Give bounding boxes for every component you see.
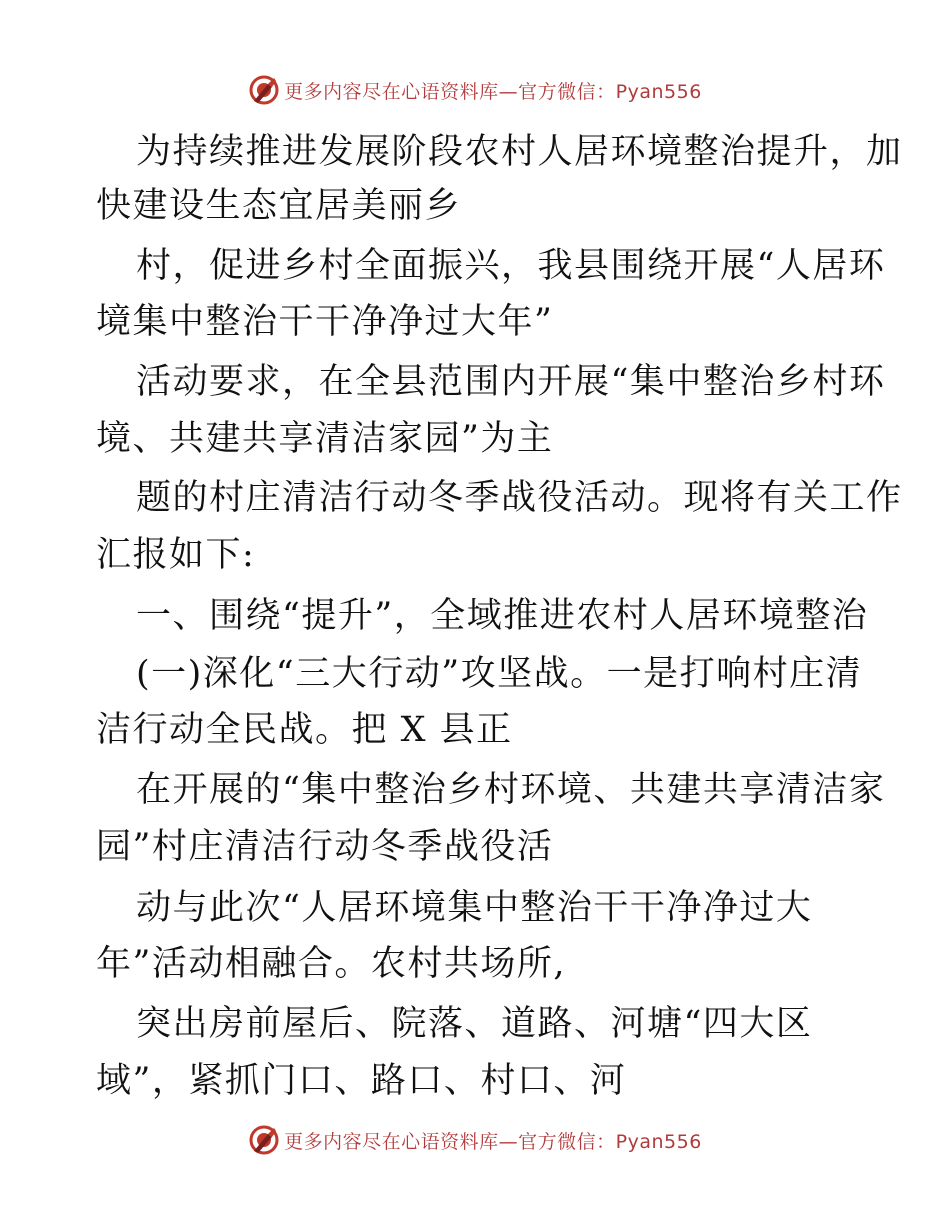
pen-logo-icon (248, 74, 280, 106)
paragraph-line: 在开展的“集中整治乡村环境、共建共享清洁家 (136, 770, 886, 810)
footer-watermark-text: 更多内容尽在心语资料库—官方微信：Pyan556 (284, 1130, 702, 1153)
paragraph-line: 活动要求，在全县范围内开展“集中整治乡村环 (136, 362, 886, 402)
paragraph-line: 年”活动相融合。农村共场所, (96, 944, 567, 984)
paragraph-line: 突出房前屋后、院落、道路、河塘“四大区 (136, 1004, 813, 1044)
paragraph-line: 洁行动全民战。把 X 县正 (96, 710, 513, 750)
header-watermark-banner (0, 70, 950, 110)
section-heading: 一、围绕“提升”，全域推进农村人居环境整治 (136, 596, 869, 636)
header-watermark-text: 更多内容尽在心语资料库—官方微信：Pyan556 (284, 80, 702, 103)
paragraph-line: 村，促进乡村全面振兴，我县围绕开展“人居环 (136, 246, 886, 286)
paragraph-line: 为持续推进发展阶段农村人居环境整治提升，加 (136, 132, 903, 172)
pen-logo-icon (248, 1124, 280, 1156)
footer-watermark-banner (0, 1120, 950, 1160)
paragraph-line: 园”村庄清洁行动冬季战役活 (96, 827, 554, 867)
paragraph-line: 快建设生态宜居美丽乡 (96, 186, 462, 226)
paragraph-line: 域”，紧抓门口、路口、村口、河 (96, 1061, 627, 1101)
paragraph-line: 动与此次“人居环境集中整治干干净净过大 (136, 888, 813, 928)
paragraph-line: 境集中整治干干净净过大年” (96, 302, 554, 342)
subsection-heading: (一)深化“三大行动”攻坚战。一是打响村庄清 (136, 654, 863, 694)
paragraph-line: 境、共建共享清洁家园”为主 (96, 419, 554, 459)
paragraph-line: 题的村庄清洁行动冬季战役活动。现将有关工作 (136, 478, 903, 518)
paragraph-line: 汇报如下: (96, 535, 256, 575)
